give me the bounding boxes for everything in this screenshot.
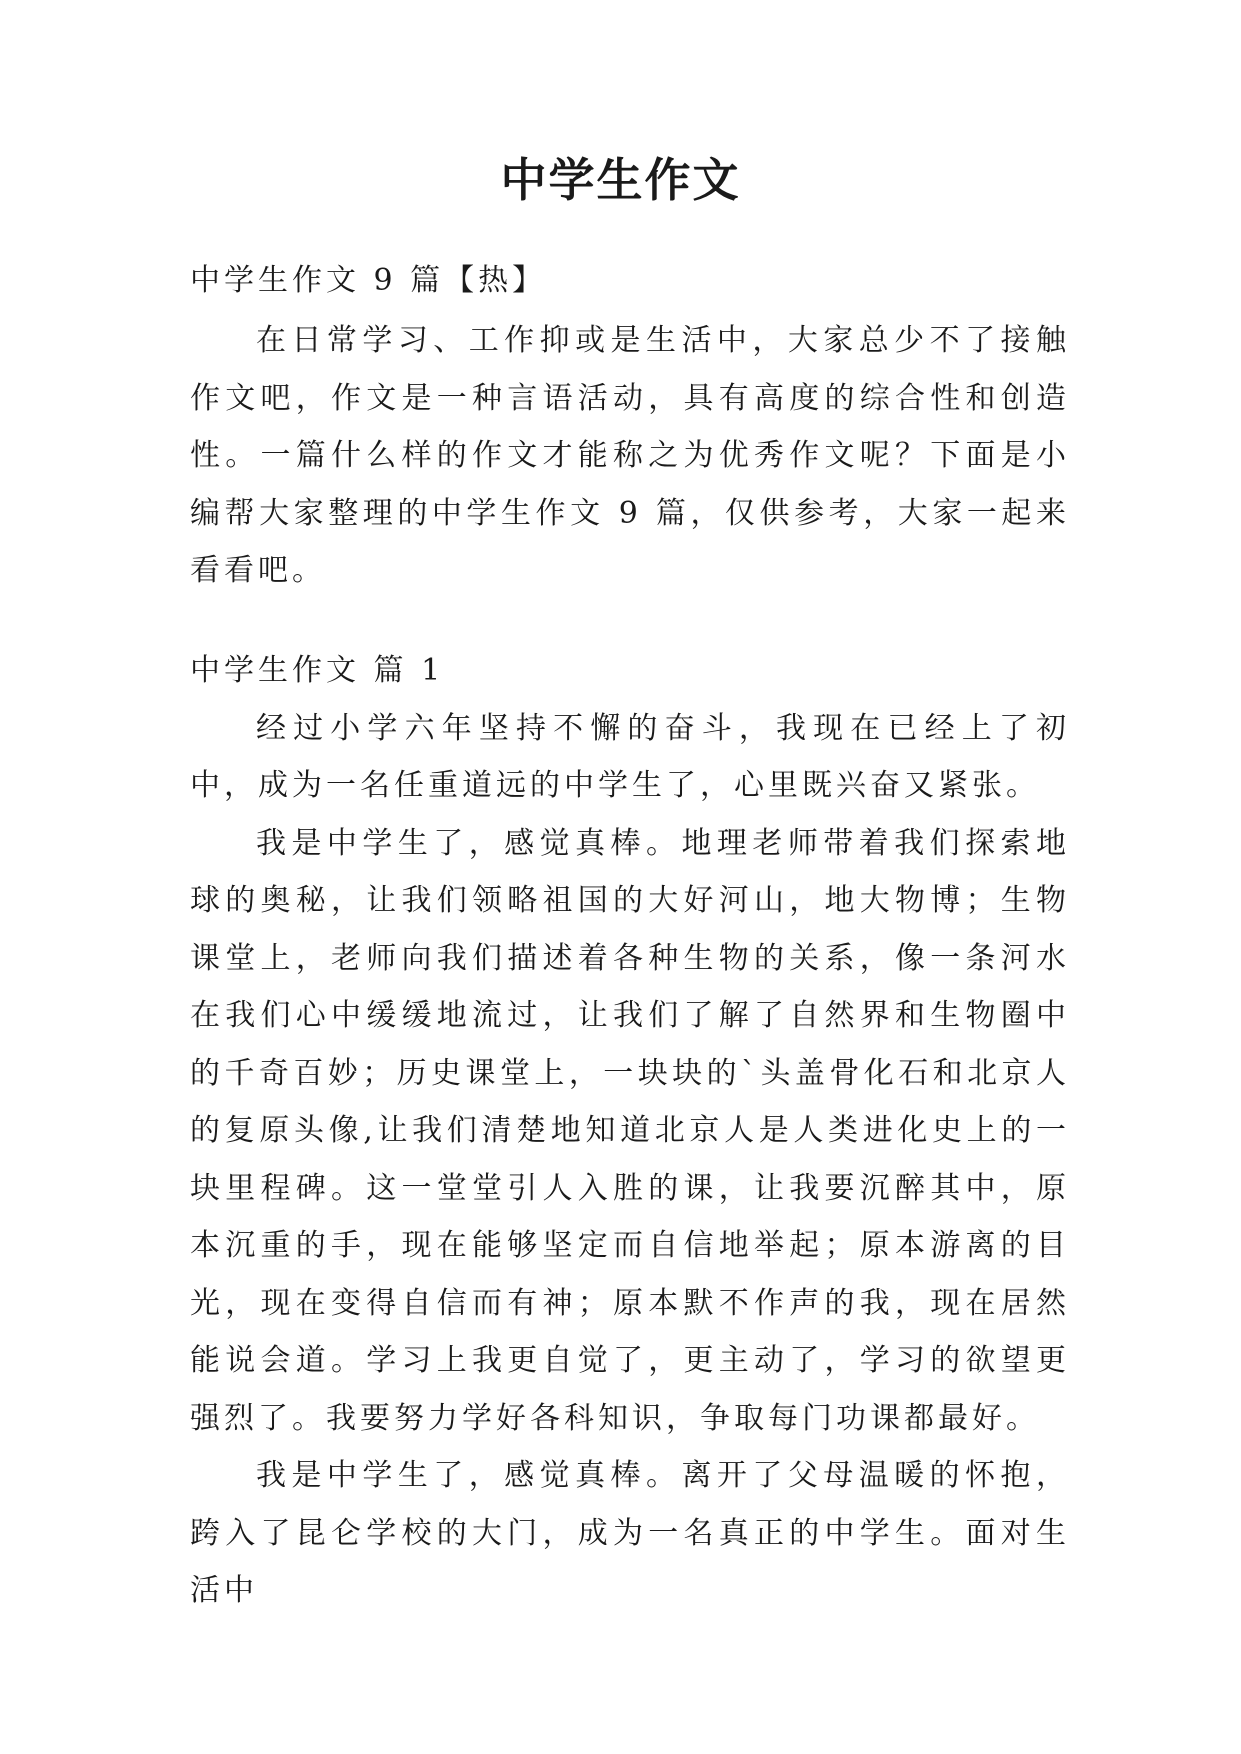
document-body	[190, 260, 1070, 1620]
section-heading: 中学生作文 9 篇【热】	[190, 263, 547, 298]
essay-paragraph: 我是中学生了，感觉真棒。地理老师带着我们探索地球的奥秘，让我们领略祖国的大好河山，地大物博；生物课堂上，老师向我们描述着各种生物的关系，像一条河水在我们心中缓缓地流过，让我们了解了自然界和生物圈中的千奇百妙；历史课堂上，一块块的`头盖骨化石和北京人的复原头像,让我们清楚地知道北京人是人类进化史上的一块里程碑。这一堂堂引人入胜的课，让我要沉醉其中，原本沉重的手，现在能够坚定而自信地举起；原本游离的目光，现在变得自信而有神；原本默不作声的我，现在居然能说会道。学习上我更自觉了，更主动了，学习的欲望更强烈了。我要努力学好各科知识，争取每门功课都最好。	[190, 825, 1070, 1436]
essay-paragraph: 经过小学六年坚持不懈的奋斗，我现在已经上了初中，成为一名任重道远的中学生了，心里既兴奋又紧张。	[190, 710, 1070, 803]
essay-paragraph: 我是中学生了，感觉真棒。离开了父母温暖的怀抱，跨入了昆仑学校的大门，成为一名真正的中学生。面对生活中	[190, 1458, 1070, 1608]
intro-paragraph: 在日常学习、工作抑或是生活中，大家总少不了接触作文吧，作文是一种言语活动，具有高度的综合性和创造性。一篇什么样的作文才能称之为优秀作文呢？下面是小编帮大家整理的中学生作文 9 篇，仅供参考，大家一起来看看吧。	[190, 323, 1070, 588]
essay-heading: 中学生作文 篇 1	[190, 652, 445, 688]
document-title: 中学生作文	[500, 153, 741, 207]
